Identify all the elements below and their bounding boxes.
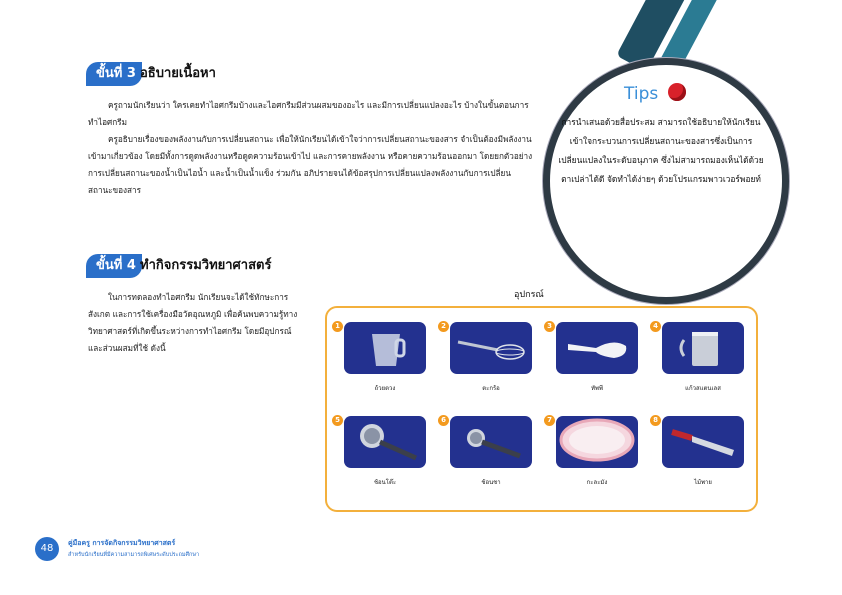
item-8-caption: ไม้พาย xyxy=(694,479,712,486)
item-5-number: 5 xyxy=(332,415,343,426)
item-2-caption: ตะกร้อ xyxy=(482,385,500,392)
footer-subtitle: สำหรับนักเรียนที่มีความสามารถพิเศษระดับประถมศึกษา xyxy=(68,552,200,558)
item-1-caption: ถ้วยตวง xyxy=(374,385,396,392)
basin-icon xyxy=(556,416,638,468)
item-7-caption: กะละมัง xyxy=(586,479,608,486)
page-number: 48 xyxy=(35,537,59,561)
footer-title: คู่มือครู การจัดกิจกรรมวิทยาศาสตร์ xyxy=(68,539,176,547)
stainless-cup-icon xyxy=(662,322,744,374)
item-4-caption: แก้วสแตนเลส xyxy=(685,385,721,392)
item-8-number: 8 xyxy=(650,415,661,426)
item-3-number: 3 xyxy=(544,321,555,332)
step4-tab: ขั้นที่ 4 xyxy=(86,254,142,278)
equipment-heading: อุปกรณ์ xyxy=(514,290,544,300)
tips-text: การนำเสนอด้วยสื่อประสม สามารถใช้อธิบายให้นักเรียน เข้าใจกระบวนการเปลี่ยนสถานะของสารซึ่งเป็นการเปลี่ยนแปลงในระดับอนุภาค ซึ่งไม่สามารถมองเห็นได้ด้วยตาเปล่าได้ดี จัดทำได้ง่ายๆ ด้วยโปรแกรมพาวเวอร์พอยท์ xyxy=(558,117,764,184)
item-6-number: 6 xyxy=(438,415,449,426)
measuring-cup-icon xyxy=(344,322,426,374)
item-3-caption: ทัพพี xyxy=(591,385,603,392)
teaspoon-icon xyxy=(450,416,532,468)
step3-tab: ขั้นที่ 3 xyxy=(86,62,142,86)
step4-title: ทำกิจกรรมวิทยาศาสตร์ xyxy=(140,258,272,273)
step4-body xyxy=(88,289,302,357)
item-1-number: 1 xyxy=(332,321,343,332)
item-2-number: 2 xyxy=(438,321,449,332)
step3-paragraph-1: ครูถามนักเรียนว่า ใครเคยทำไอศกรีมบ้างและไอศกรีมมีส่วนผสมของอะไร และมีการเปลี่ยนแปลงอะไร บ้างในขั้นตอนการทำไอศกรีม xyxy=(88,100,529,127)
step3-title: อธิบายเนื้อหา xyxy=(140,66,216,81)
item-7-number: 7 xyxy=(544,415,555,426)
tips-title: Tips xyxy=(624,84,659,104)
pushpin-icon xyxy=(668,83,686,101)
step4-paragraph: ในการทดลองทำไอศกรีม นักเรียนจะได้ใช้ทักษะการสังเกต และการใช้เครื่องมือวัดอุณหภูมิ เพื่อค้นพบความรู้ทางวิทยาศาสตร์ที่เกิดขึ้นระหว่างการทำไอศกรีม โดยมีอุปกรณ์และส่วนผสมที่ใช้ ดังนี้ xyxy=(88,292,298,353)
step3-body xyxy=(88,97,534,199)
item-6-caption: ช้อนชา xyxy=(481,479,501,486)
spatula-icon xyxy=(662,416,744,468)
item-4-number: 4 xyxy=(650,321,661,332)
tablespoon-icon xyxy=(344,416,426,468)
step3-paragraph-2: ครูอธิบายเรื่องของพลังงานกับการเปลี่ยนสถานะ เพื่อให้นักเรียนได้เข้าใจว่าการเปลี่ยนสถานะของสาร จำเป็นต้องมีพลังงานเข้ามาเกี่ยวข้อง โดยมีทั้งการดูดพลังงานหรือดูดความร้อนเข้าไป และการคายพลังงาน หรือคายความร้อนออกมา โดยยกตัวอย่างการเปลี่ยนสถานะของน้ำเป็นไอน้ำ และน้ำเป็นน้ำแข็ง ร่วมกัน อภิปรายจนได้ข้อสรุปการเปลี่ยนแปลงพลังงานกับการเปลี่ยนสถานะของสาร xyxy=(88,134,533,195)
item-5-caption: ช้อนโต๊ะ xyxy=(373,479,397,486)
rice-paddle-icon xyxy=(556,322,638,374)
whisk-icon xyxy=(450,322,532,374)
